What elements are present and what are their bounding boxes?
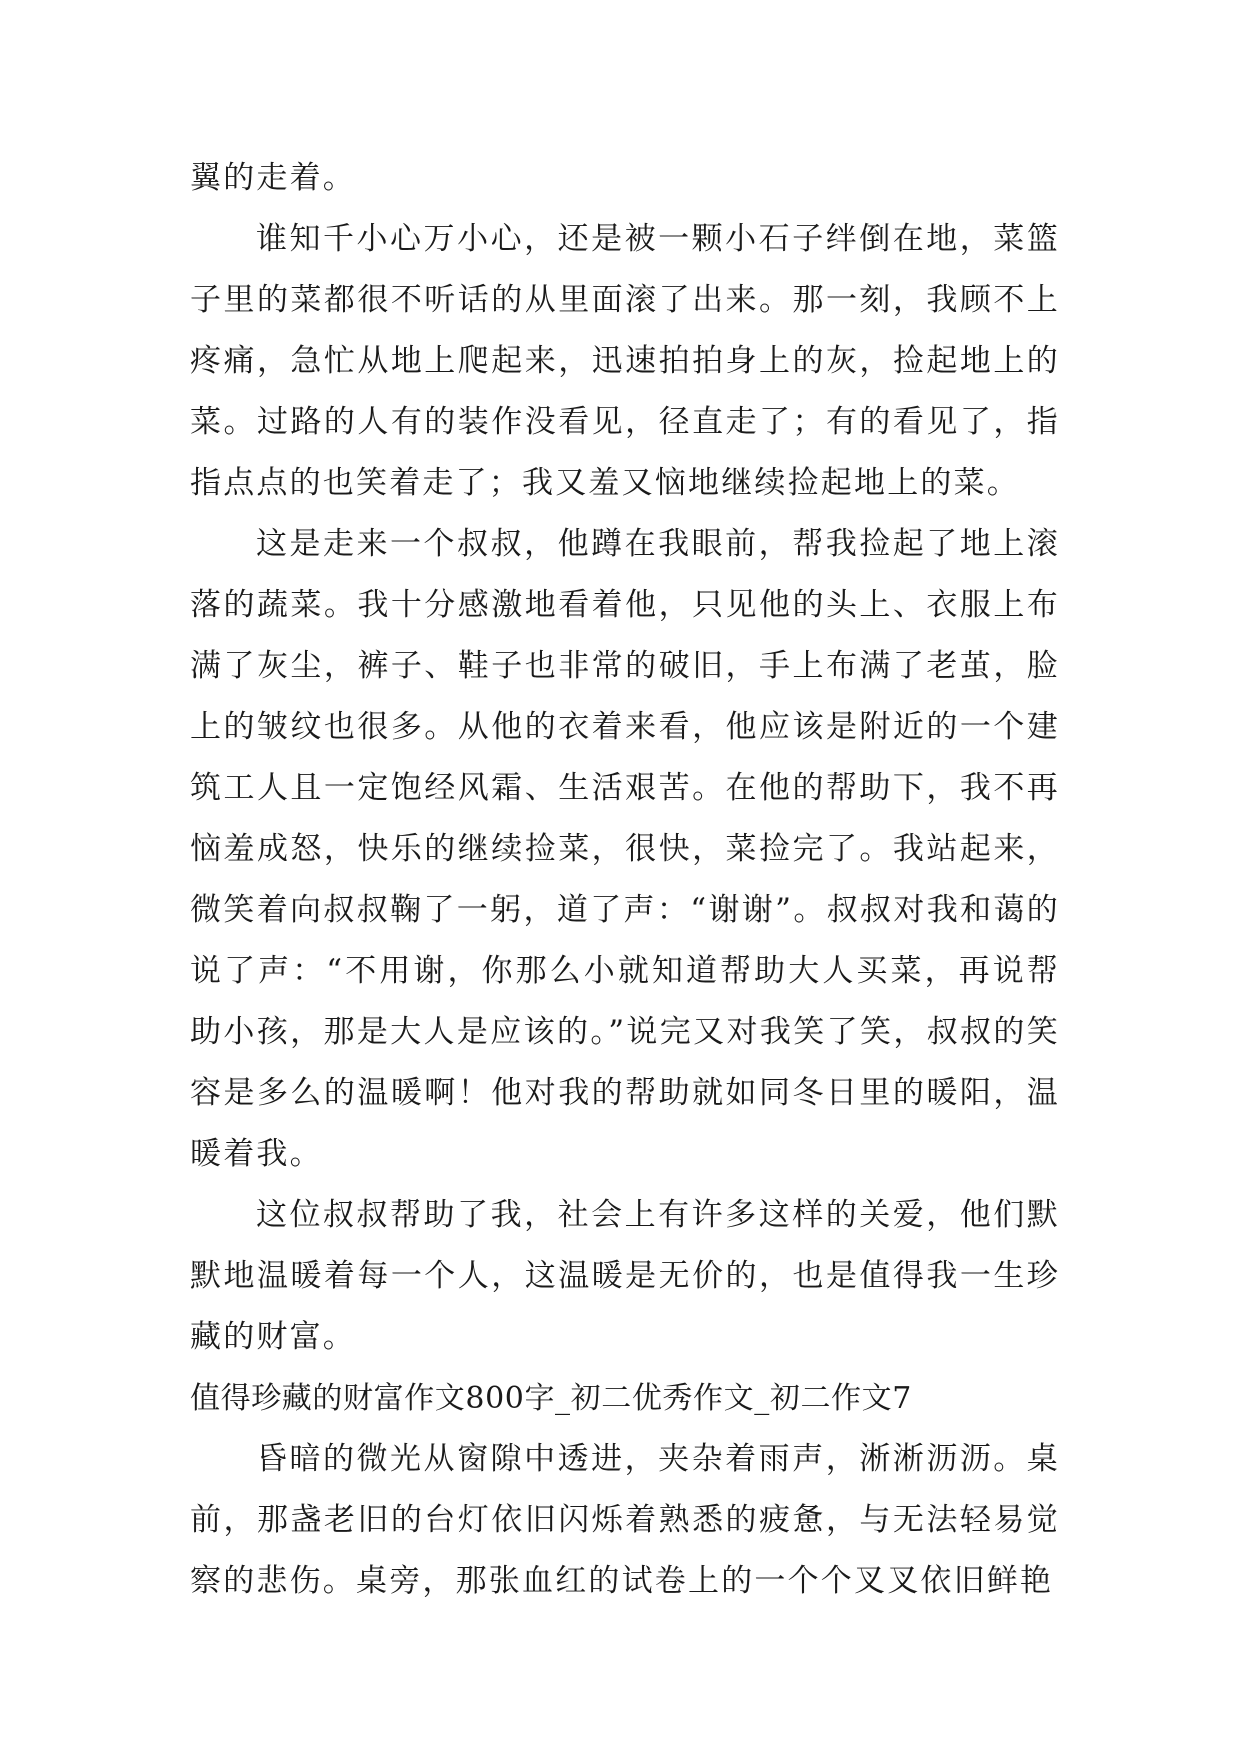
essay-heading: 值得珍藏的财富作文800字_初二优秀作文_初二作文7	[190, 1381, 912, 1416]
paragraph-continuation: 翼的走着。	[190, 160, 356, 196]
paragraph-fall: 谁知千小心万小心，还是被一颗小石子绊倒在地，菜篮子里的菜都很不听话的从里面滚了出来。那一刻，我顾不上疼痛，急忙从地上爬起来，迅速拍拍身上的灰，捡起地上的菜。过路的人有的装作没看见，径直走了；有的看见了，指指点点的也笑着走了；我又羞又恼地继续捡起地上的菜。	[190, 221, 1060, 501]
paragraph-new-essay-opening: 昏暗的微光从窗隙中透进，夹杂着雨声，淅淅沥沥。桌前，那盏老旧的台灯依旧闪烁着熟悉的疲惫，与无法轻易觉察的悲伤。桌旁，那张血红的试卷上的一个个叉叉依旧鲜艳	[190, 1441, 1060, 1599]
paragraph-conclusion: 这位叔叔帮助了我，社会上有许多这样的关爱，他们默默地温暖着每一个人，这温暖是无价的，也是值得我一生珍藏的财富。	[190, 1197, 1060, 1355]
paragraph-uncle-helps: 这是走来一个叔叔，他蹲在我眼前，帮我捡起了地上滚落的蔬菜。我十分感激地看着他，只见他的头上、衣服上布满了灰尘，裤子、鞋子也非常的破旧，手上布满了老茧，脸上的皱纹也很多。从他的衣着来看，他应该是附近的一个建筑工人且一定饱经风霜、生活艰苦。在他的帮助下，我不再恼羞成怒，快乐的继续捡菜，很快，菜捡完了。我站起来，微笑着向叔叔鞠了一躬，道了声：“谢谢”。叔叔对我和蔼的说了声：“不用谢，你那么小就知道帮助大人买菜，再说帮助小孩，那是大人是应该的。”说完又对我笑了笑，叔叔的笑容是多么的温暖啊！他对我的帮助就如同冬日里的暖阳，温暖着我。	[190, 526, 1060, 1172]
document-page	[190, 148, 1060, 1612]
